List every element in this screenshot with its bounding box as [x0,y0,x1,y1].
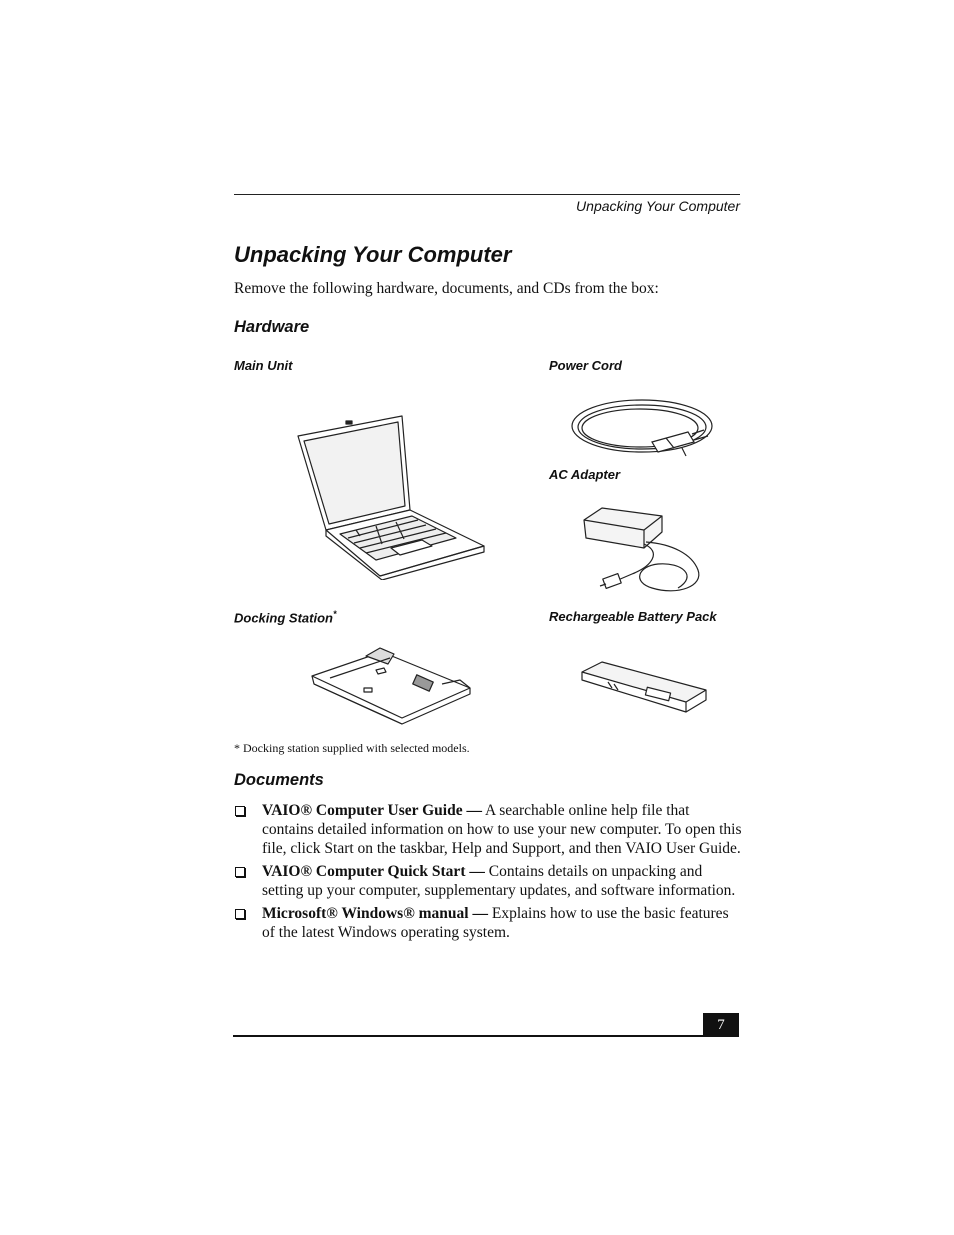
docking-station-footnote: * Docking station supplied with selected models. [234,741,470,755]
main-unit-label: Main Unit [234,358,293,373]
running-header: Unpacking Your Computer [576,198,740,214]
checkbox-bullet-icon [235,909,245,919]
docking-station-label-text: Docking Station [234,610,333,626]
page-title: Unpacking Your Computer [234,242,512,267]
battery-pack-label: Rechargeable Battery Pack [549,609,717,624]
checkbox-bullet-icon [235,806,245,816]
footer-rule [233,1035,739,1037]
ac-adapter-label: AC Adapter [549,467,621,482]
list-item-text: A searchable online help file that contains detailed information on how to use your new computer. To open this file, click Start on the taskbar, Help and Support, and then VAIO User Guide. [262,802,742,857]
list-item [234,904,744,942]
list-item [234,862,744,900]
laptop-illustration [296,414,488,580]
docking-station-label [234,609,336,625]
header-rule [234,194,740,195]
list-item-text: Contains details on unpacking and setting up your computer, supplementary updates, and software information. [262,863,736,899]
list-item-text: Explains how to use the basic features of the latest Windows operating system. [262,905,729,941]
list-item-title: VAIO® Computer User Guide — [262,802,482,819]
power-cord-illustration [570,396,718,458]
checkbox-bullet-icon [235,867,245,877]
intro-text: Remove the following hardware, documents, and CDs from the box: [234,280,659,297]
documents-list [234,801,744,946]
page-number: 7 [703,1013,739,1037]
ac-adapter-illustration [582,504,704,598]
footnote-marker: * [332,609,337,619]
documents-heading: Documents [234,771,324,789]
hardware-heading: Hardware [234,318,310,336]
list-item-title: VAIO® Computer Quick Start — [262,863,485,880]
power-cord-label: Power Cord [549,358,622,373]
list-item [234,801,744,858]
battery-pack-illustration [578,660,708,716]
docking-station-illustration [310,646,474,726]
list-item-title: Microsoft® Windows® manual — [262,905,488,922]
